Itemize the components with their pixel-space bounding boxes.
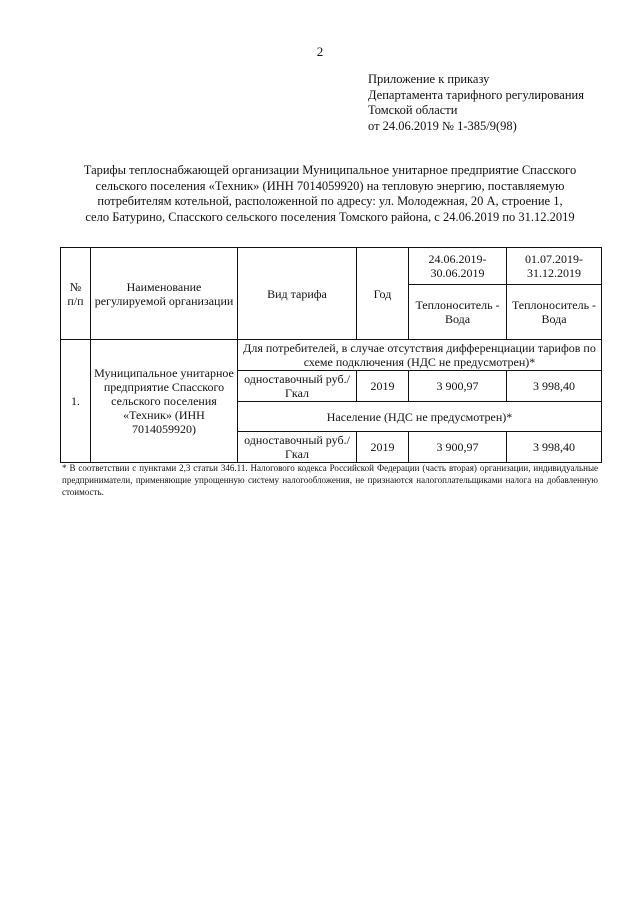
page-number: 2 [316, 44, 324, 59]
title-line: Тарифы теплоснабжающей организации Муниципальное унитарное предприятие Спасского [83, 163, 577, 177]
title-line: сельского поселения «Техник» (ИНН 7014059920) на тепловую энергию, поставляемую [95, 178, 565, 193]
year-cell: 2019 [357, 371, 409, 402]
appendix-block [368, 72, 584, 134]
title-line: село Батурино, Спасского сельского поселения Томского района, с 24.06.2019 по 31.12.2019 [85, 209, 575, 224]
header-period-2: 01.07.2019-31.12.2019 [507, 248, 602, 285]
header-tariff-type: Вид тарифа [238, 248, 357, 340]
organization-name: Муниципальное унитарное предприятие Спасского сельского поселения «Техник» (ИНН 7014059920) [91, 340, 238, 463]
tariff-type-cell: одноставочный руб./Гкал [238, 432, 357, 463]
title-line: потребителям котельной, расположенной по адресу: ул. Молодежная, 20 А, строение 1, [97, 194, 563, 208]
group-title: Для потребителей, в случае отсутствия дифференциации тарифов по схеме подключения (НДС не предусмотрен)* [238, 340, 602, 371]
header-year: Год [357, 248, 409, 340]
value-cell: 3 900,97 [409, 371, 507, 402]
header-carrier-2: Теплоноситель - Вода [507, 285, 602, 340]
appendix-line: Приложение к приказу [368, 72, 490, 86]
tariff-type-cell: одноставочный руб./Гкал [238, 371, 357, 402]
appendix-line: Томской области [368, 103, 458, 117]
year-cell: 2019 [357, 432, 409, 463]
value-cell: 3 998,40 [507, 371, 602, 402]
header-carrier-1: Теплоноситель - Вода [409, 285, 507, 340]
row-number: 1. [61, 340, 91, 463]
document-title [62, 163, 598, 225]
value-cell: 3 998,40 [507, 432, 602, 463]
header-period-1: 24.06.2019-30.06.2019 [409, 248, 507, 285]
appendix-line: от 24.06.2019 № 1-385/9(98) [368, 118, 517, 133]
value-cell: 3 900,97 [409, 432, 507, 463]
group-title: Население (НДС не предусмотрен)* [238, 402, 602, 432]
appendix-line: Департамента тарифного регулирования [368, 87, 584, 102]
header-organization: Наименование регулируемой организации [91, 248, 238, 340]
tariff-table [60, 247, 602, 463]
footnote: * В соответствии с пунктами 2,3 статьи 346.11. Налогового кодекса Российской Федерации (часть вторая) организации, индивидуальные предприниматели, применяющие упрощенную систему налогообложения, не признаются налогоплательщиками налога на добавленную стоимость. [62, 463, 598, 497]
header-number: № п/п [61, 248, 91, 340]
